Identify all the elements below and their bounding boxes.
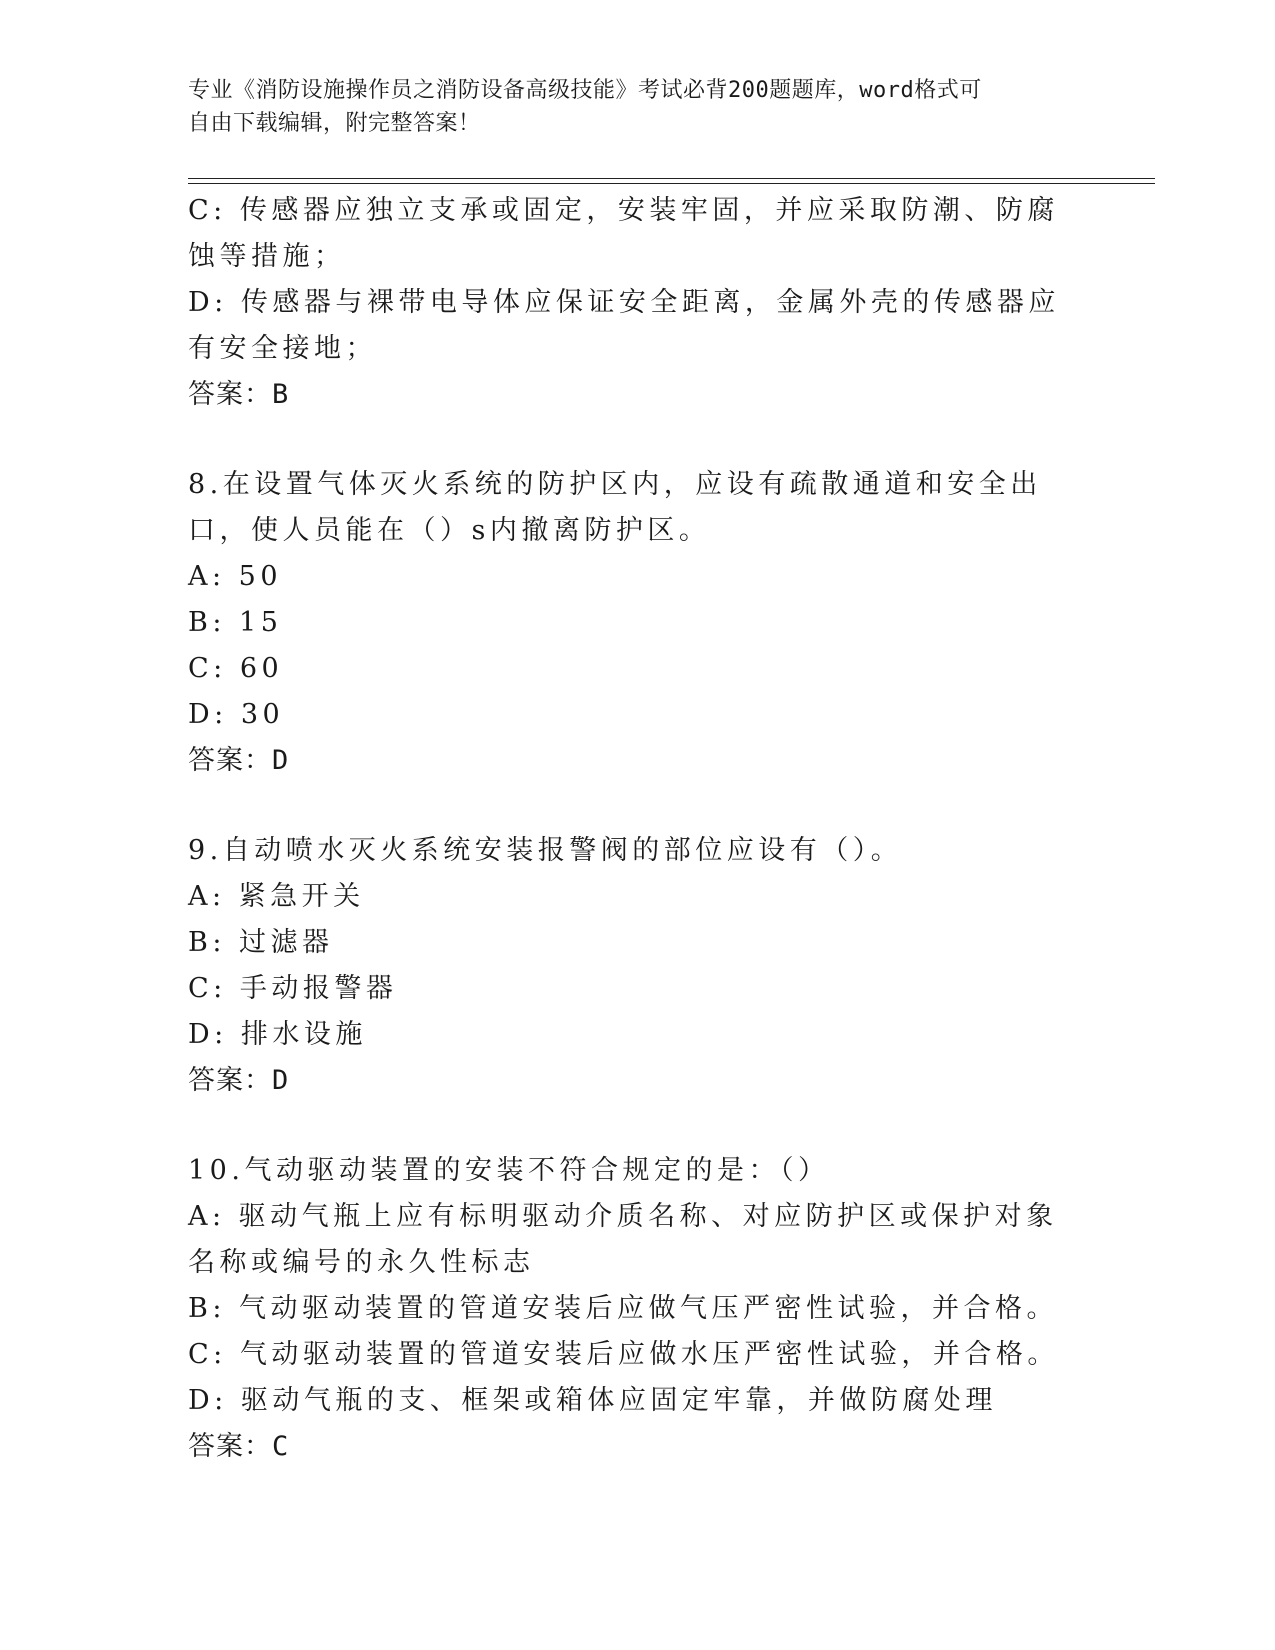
question-stem: 8.在设置气体灭火系统的防护区内，应设有疏散通道和安全出口，使人员能在（）s内撤离防护区。	[188, 469, 1042, 546]
option-c: C: 60	[188, 653, 284, 684]
option-a: A: 驱动气瓶上应有标明驱动介质名称、对应防护区或保护对象名称或编号的永久性标志	[188, 1201, 1058, 1278]
answer-line: 答案：C	[188, 1431, 290, 1462]
question-stem: 10.气动驱动装置的安装不符合规定的是：（）	[188, 1155, 830, 1186]
option-a: A: 紧急开关	[188, 881, 365, 912]
option-d: D: 30	[188, 699, 285, 730]
option-c: C: 手动报警器	[188, 973, 398, 1004]
document-body	[188, 188, 1088, 1470]
answer-line: 答案：D	[188, 1065, 290, 1096]
option-d: D: 排水设施	[188, 1019, 367, 1050]
option-b: B: 过滤器	[188, 927, 334, 958]
option-c: C: 气动驱动装置的管道安装后应做水压严密性试验，并合格。	[188, 1339, 1059, 1370]
option-a: A: 50	[188, 561, 283, 592]
option-d: D: 驱动气瓶的支、框架或箱体应固定牢靠，并做防腐处理	[188, 1385, 997, 1416]
question-stem: 9.自动喷水灭火系统安装报警阀的部位应设有（）。	[188, 835, 903, 866]
document-header	[188, 74, 1088, 140]
option-b: B: 15	[188, 607, 283, 638]
option-c: C: 传感器应独立支承或固定，安装牢固，并应采取防潮、防腐蚀等措施；	[188, 195, 1059, 272]
question-8	[188, 462, 1088, 784]
answer-line: 答案：D	[188, 745, 290, 776]
question-7-continued	[188, 188, 1088, 418]
header-double-rule	[188, 178, 1155, 184]
option-d: D: 传感器与裸带电导体应保证安全距离，金属外壳的传感器应有安全接地；	[188, 287, 1060, 364]
question-10	[188, 1148, 1088, 1470]
header-title-line-1: 专业《消防设施操作员之消防设备高级技能》考试必背200题题库，word格式可	[188, 78, 982, 103]
option-b: B: 气动驱动装置的管道安装后应做气压严密性试验，并合格。	[188, 1293, 1059, 1324]
header-title-line-2: 自由下载编辑，附完整答案！	[188, 111, 481, 136]
question-9	[188, 828, 1088, 1104]
answer-line: 答案：B	[188, 379, 290, 410]
